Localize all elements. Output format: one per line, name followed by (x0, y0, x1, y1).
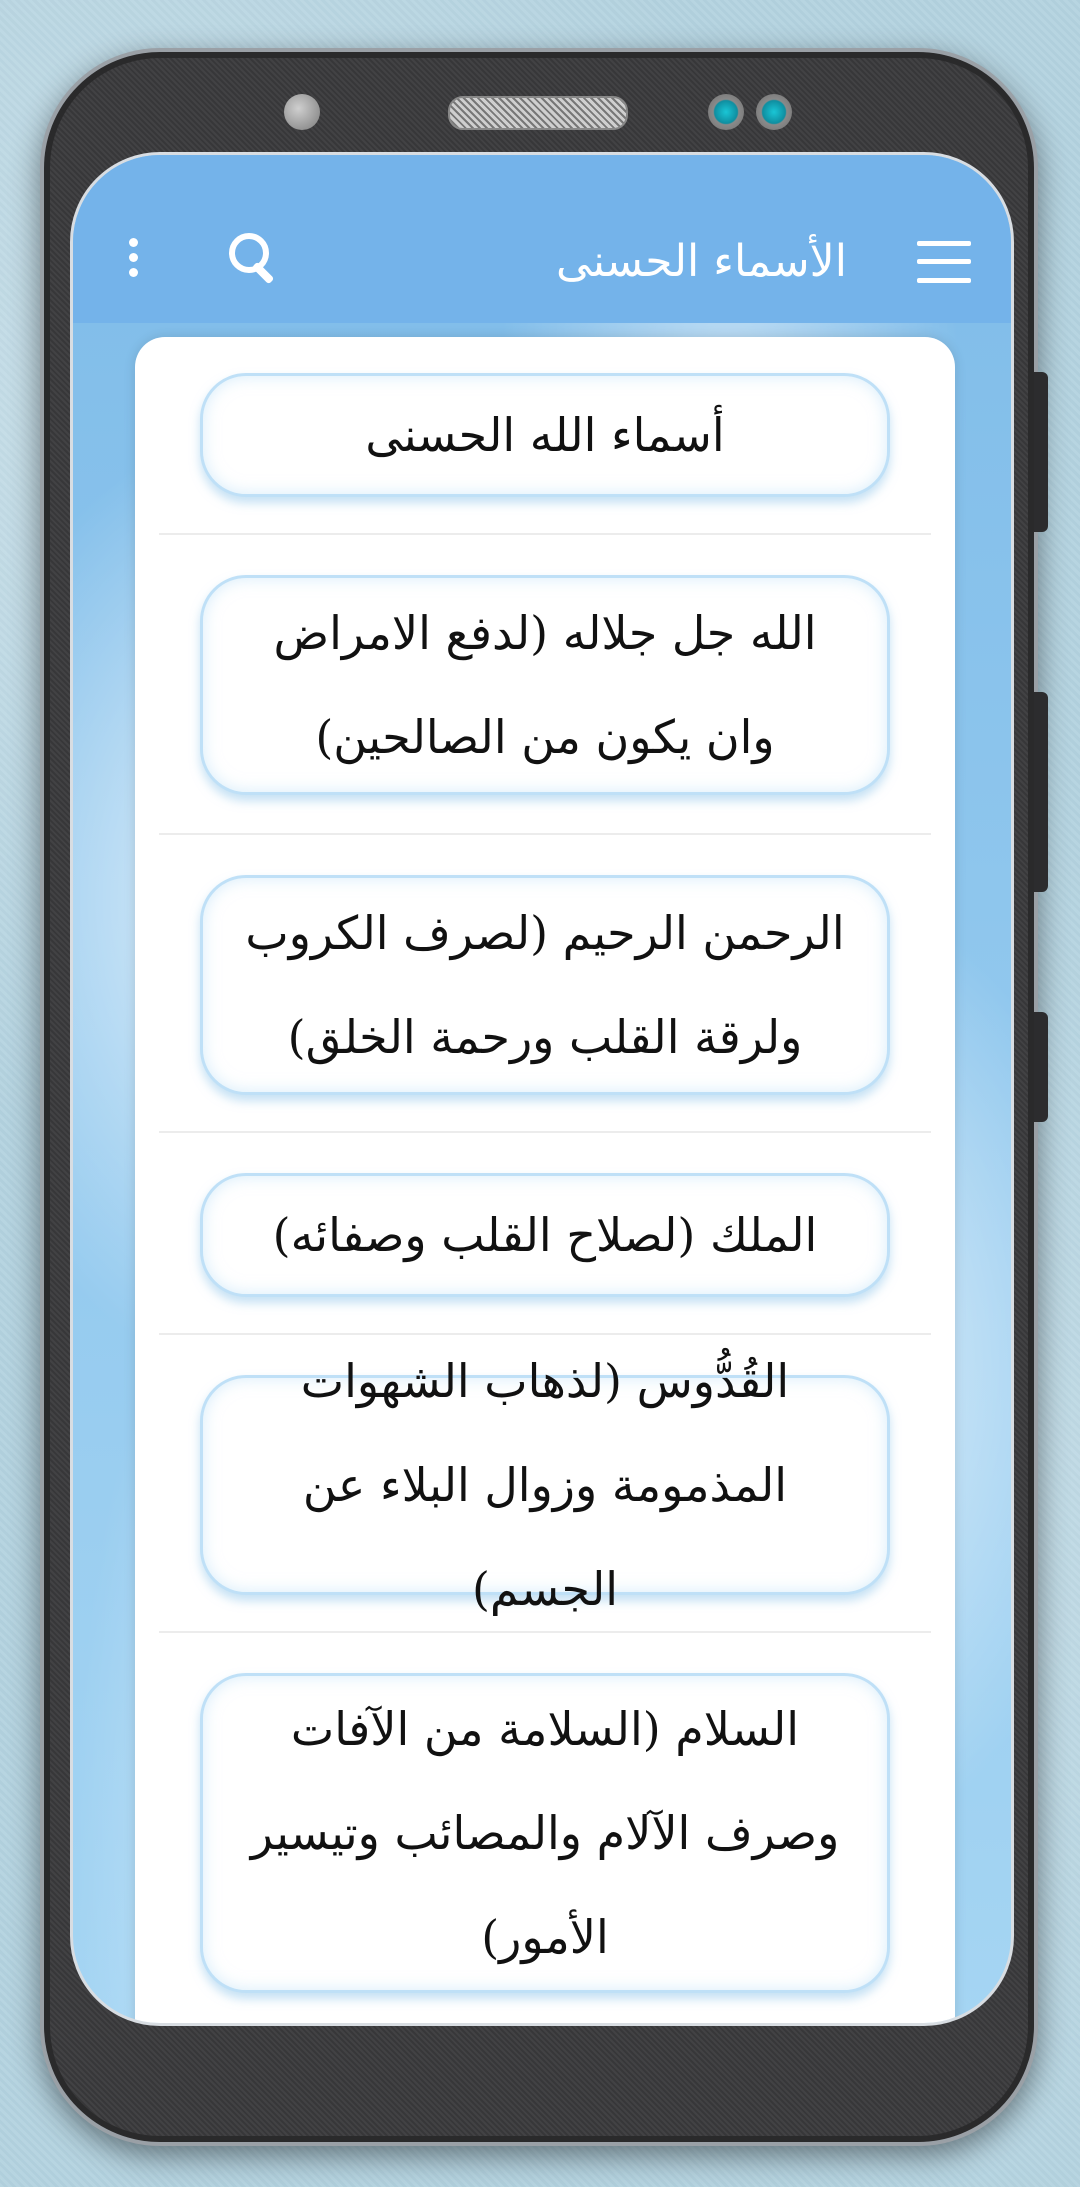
list-item-card: السلام (السلامة من الآفات وصرف الآلام والمصائب وتيسير الأمور) (200, 1673, 890, 1993)
light-sensor (756, 94, 792, 130)
list-item-card: الرحمن الرحيم (لصرف الكروب ولرقة القلب ورحمة الخلق) (200, 875, 890, 1095)
divider (159, 833, 931, 835)
list-item-card: الله جل جلاله (لدفع الامراض وان يكون من الصالحين) (200, 575, 890, 795)
list-item[interactable] (165, 575, 925, 795)
phone-frame (40, 48, 1038, 2146)
app-bar-actions (113, 227, 283, 287)
divider (159, 1131, 931, 1133)
front-camera (284, 94, 320, 130)
earpiece-speaker (448, 96, 628, 130)
list-item[interactable] (165, 1354, 925, 1616)
names-list (135, 337, 955, 2026)
list-item[interactable] (165, 1673, 925, 1993)
page-title: الأسماء الحسنى (556, 236, 847, 287)
app-bar-title-group (556, 236, 971, 287)
side-button (1034, 692, 1048, 892)
hamburger-menu-icon[interactable] (917, 241, 971, 283)
more-vertical-icon[interactable] (113, 227, 153, 287)
divider (159, 533, 931, 535)
app-screen (70, 152, 1014, 2026)
proximity-sensor (708, 94, 744, 130)
list-item-card: الملك (لصلاح القلب وصفائه) (200, 1173, 890, 1297)
list-item[interactable] (165, 373, 925, 497)
list-item-card: أسماء الله الحسنى (200, 373, 890, 497)
volume-button (1034, 372, 1048, 532)
power-button (1034, 1012, 1048, 1122)
list-item-card: القُدُّوس (لذهاب الشهوات المذمومة وزوال البلاء عن الجسم) (200, 1375, 890, 1595)
list-item[interactable] (165, 1173, 925, 1297)
list-item[interactable] (165, 875, 925, 1095)
search-icon[interactable] (223, 227, 283, 287)
divider (159, 1631, 931, 1633)
app-bar (73, 155, 1011, 323)
